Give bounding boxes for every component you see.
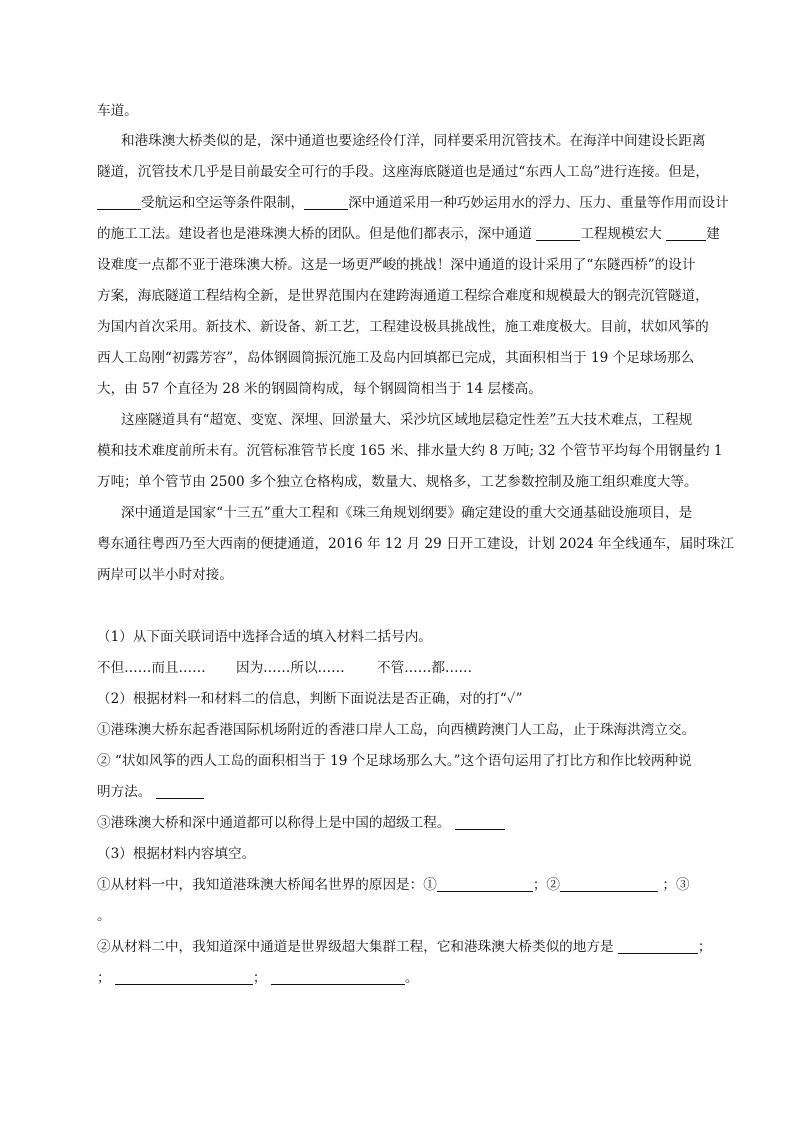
answer-blank[interactable] <box>455 815 505 830</box>
statement-1: ①港珠澳大桥东起香港国际机场附近的香港口岸人工岛，向西横跨澳门人工岛，止于珠海洪湾立交。 <box>97 722 696 738</box>
paragraph-line: 和港珠澳大桥类似的是，深中通道也要途经伶仃洋，同样要采用沉管技术。在海洋中间建设长距离 <box>121 133 706 149</box>
question-2-stem: （2）根据材料一和材料二的信息，判断下面说法是否正确，对的打“✓” <box>97 691 523 707</box>
blank-4[interactable] <box>666 226 706 241</box>
question-1-stem: （1）从下面关联词语中选择合适的填入材料二括号内。 <box>97 629 432 645</box>
paragraph-line: 万吨；单个管节由 2500 多个独立仓格构成，数量大、规格多，工艺参数控制及施工组织难度大等。 <box>97 474 698 490</box>
answer-blank[interactable] <box>437 877 533 892</box>
statement-3: ③港珠澳大桥和深中通道都可以称得上是中国的超级工程。 <box>97 813 505 833</box>
connective-option: 不管……都…… <box>377 660 473 676</box>
answer-blank[interactable] <box>156 784 204 799</box>
blank-2[interactable] <box>304 195 348 210</box>
statement-2-cont: 明方法。 <box>97 782 204 802</box>
paragraph-line: 受航运和空运等条件限制， 深中通道采用一种巧妙运用水的浮力、压力、重量等作用而设计 <box>97 193 729 213</box>
question-3-stem: （3）根据材料内容填空。 <box>97 846 256 862</box>
answer-blank[interactable] <box>271 970 405 985</box>
fill-item-1: ①从材料一中，我知道港珠澳大桥闻名世界的原因是：① ；② ；③ <box>97 877 690 893</box>
fill-item-2: ②从材料二中，我知道深中通道是世界级超大集群工程，它和港珠澳大桥类似的地方是 ； <box>97 939 712 955</box>
paragraph-fragment: 车道。 <box>97 103 138 119</box>
paragraph-line: 大，由 57 个直径为 28 米的钢圆筒构成，每个钢圆筒相当于 14 层楼高。 <box>97 381 542 397</box>
paragraph-line: 粤东通往粤西乃至大西南的便捷通道，2016 年 12 月 29 日开工建设，计划 2024 年全线通车，届时珠江 <box>97 536 734 552</box>
paragraph-line: 这座隧道具有“超宽、变宽、深埋、回淤量大、采沙坑区域地层稳定性差”五大技术难点，工程规 <box>121 412 693 428</box>
paragraph-line: 的施工工法。建设者也是港珠澳大桥的团队。但是他们都表示，深中通道 工程规模宏大 建 <box>97 226 720 242</box>
answer-blank[interactable] <box>115 970 253 985</box>
fill-item-1-end: 。 <box>97 908 111 924</box>
blank-3[interactable] <box>536 226 580 241</box>
connective-option: 因为……所以…… <box>236 660 345 676</box>
answer-blank[interactable] <box>560 877 658 892</box>
connective-option: 不但……而且…… <box>97 660 206 676</box>
paragraph-line: 深中通道是国家“十三五”重大工程和《珠三角规划纲要》确定建设的重大交通基础设施项目，是 <box>121 505 693 521</box>
paragraph-line: 两岸可以半小时对接。 <box>97 567 233 583</box>
paragraph-line: 设难度一点都不亚于港珠澳大桥。这是一场更严峻的挑战！深中通道的设计采用了“东隧西桥”的设计 <box>97 257 696 273</box>
paragraph-line: 为国内首次采用。新技术、新设备、新工艺，工程建设极具挑战性，施工难度极大。目前，状如风筝的 <box>97 319 709 335</box>
answer-blank[interactable] <box>618 939 698 954</box>
paragraph-line: 模和技术难度前所未有。沉管标准管节长度 165 米、排水量大约 8 万吨; 32 个管节平均每个用钢量约 1 <box>97 443 723 459</box>
fill-item-2-cont: ； ； 。 <box>97 970 419 986</box>
paragraph-line: 西人工岛刚“初露芳容”，岛体钢圆筒振沉施工及岛内回填都已完成，其面积相当于 19 个足球场那么 <box>97 350 695 366</box>
paragraph-line: 隧道，沉管技术几乎是目前最安全可行的手段。这座海底隧道也是通过“东西人工岛”进行连接。但是， <box>97 164 710 180</box>
paragraph-line: 方案，海底隧道工程结构全新，是世界范围内在建跨海通道工程综合难度和规模最大的钢壳沉管隧道， <box>97 288 709 304</box>
blank-1[interactable] <box>97 195 141 210</box>
statement-2: ② “状如风筝的西人工岛的面积相当于 19 个足球场那么大。”这个语句运用了打比方和作比较两种说 <box>97 753 692 769</box>
